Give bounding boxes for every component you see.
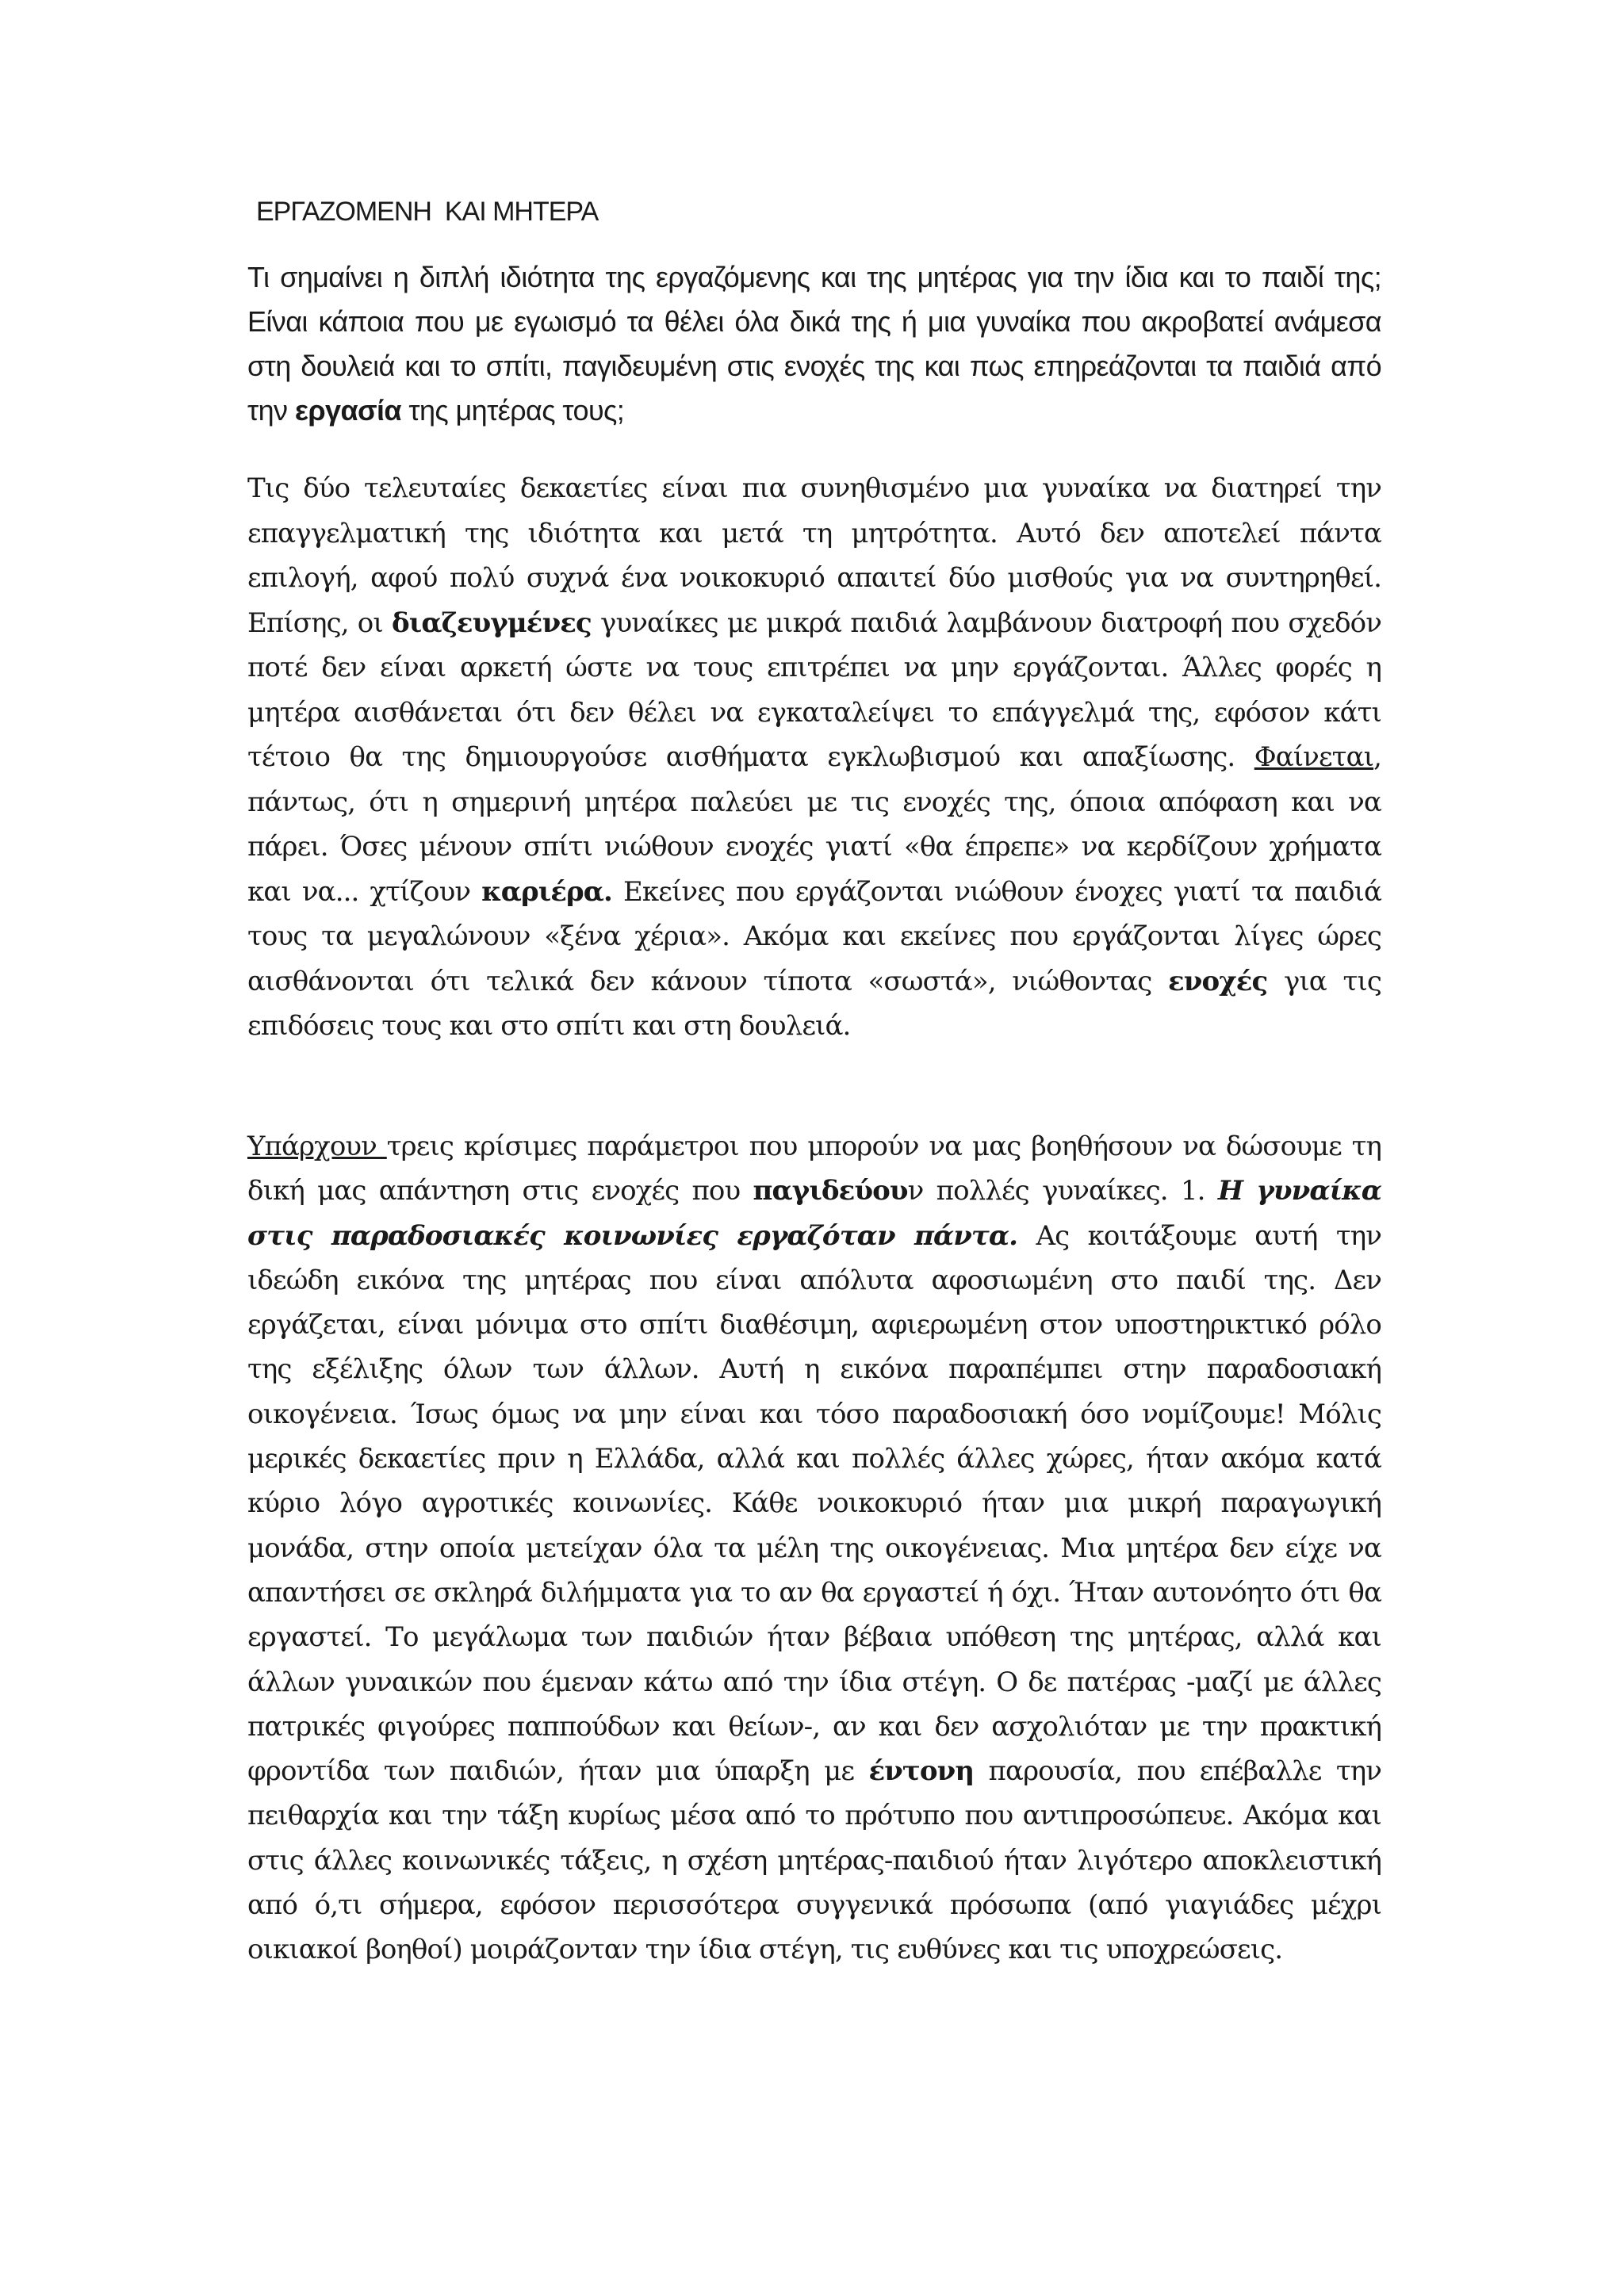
bold-term-ergasia: εργασία bbox=[294, 394, 401, 427]
bold-term-diazeugmenes: διαζευγμένες bbox=[391, 607, 592, 639]
bold-term-entoni: έντονη bbox=[868, 1755, 975, 1788]
text-run: Τις δύο τελευταίες δεκαετίες είναι πια συνηθισμένο μια γυναίκα να διατηρεί την επαγγελματική της ιδιότητα και μετά τη μητρότητα. Αυτό δεν αποτελεί πάντα επιλογή, αφού πολύ συχνά ένα νοικοκυριό απαιτεί δύο μισθούς για να συντηρηθεί. Επίσης, οι bbox=[247, 473, 1381, 639]
bold-italic-heading-point-1: Η γυναίκα στις παραδοσιακές κοινωνίες εργαζόταν πάντα. bbox=[247, 1175, 1381, 1252]
text-run: για τις επιδόσεις τους και στο σπίτι και στη δουλειά. bbox=[247, 965, 1381, 1042]
text-run: Τι σημαίνει η διπλή ιδιότητα της εργαζόμενης και της μητέρας για την ίδια και το παιδί της; Είναι κάποια που με εγωισμό τα θέλει όλα δικά της ή μια γυναίκα που ακροβατεί ανάμεσα στη δουλειά και το σπίτι, παγιδευμένη στις ενοχές της και πως επηρεάζονται τα παιδιά από την bbox=[247, 261, 1381, 427]
text-run: Ας κοιτάξουμε αυτή την ιδεώδη εικόνα της μητέρας που είναι απόλυτα αφοσιωμένη στο παιδί της. Δεν εργάζεται, είναι μόνιμα στο σπίτι διαθέσιμη, αφιερωμένη στον υποστηρικτικό ρόλο της εξέλιξης όλων των άλλων. Αυτή η εικόνα παραπέμπει στην παραδοσιακή οικογένεια. Ίσως όμως να μην είναι και τόσο παραδοσιακή όσο νομίζουμε! Μόλις μερικές δεκαετίες πριν η Ελλάδα, αλλά και πολλές άλλες χώρες, ήταν ακόμα κατά κύριο λόγο αγροτικές κοινωνίες. Κάθε νοικοκυριό ήταν μια μικρή παραγωγική μονάδα, στην οποία μετείχαν όλα τα μέλη της οικογένειας. Μια μητέρα δεν είχε να απαντήσει σε σκληρά διλήμματα για το αν θα εργαστεί ή όχι. Ήταν αυτονόητο ότι θα εργαστεί. Το μεγάλωμα των παιδιών ήταν βέβαια υπόθεση της μητέρας, αλλά και άλλων γυναικών που έμεναν κάτω από την ίδια στέγη. Ο δε πατέρας -μαζί με άλλες πατρικές φιγούρες παππούδων και θείων-, αν και δεν ασχολιόταν με την πρακτική φροντίδα των παιδιών, ήταν μια ύπαρξη με bbox=[247, 1219, 1381, 1788]
document-title: ΕΡΓΑΖΟΜΕΝΗ ΚΑΙ ΜΗΤΕΡΑ bbox=[256, 197, 599, 227]
text-run: της μητέρας τους; bbox=[400, 394, 625, 427]
paragraph-parameters bbox=[247, 1124, 1381, 1973]
text-run: Εκείνες που εργάζονται νιώθουν ένοχες γιατί τα παιδιά τους τα μεγαλώνουν «ξένα χέρια». Ακόμα και εκείνες που εργάζονται λίγες ώρες αισθάνονται ότι τελικά δεν κάνουν τίποτα «σωστά», νιώθοντας bbox=[247, 875, 1382, 997]
text-run: τρεις κρίσιμες παράμετροι που μπορούν να μας βοηθήσουν να δώσουμε τη δική μας απάντηση στις ενοχές που bbox=[247, 1131, 1382, 1207]
text-run: ν πολλές γυναίκες. 1. bbox=[907, 1175, 1218, 1207]
bold-term-kariera: καριέρα. bbox=[481, 875, 612, 908]
text-run: , πάντως, ότι η σημερινή μητέρα παλεύει με τις ενοχές της, όποια απόφαση και να πάρει. Όσες μένουν σπίτι νιώθουν ενοχές γιατί «θα έπρεπε» να κερδίζουν χρήματα και να... χτίζουν bbox=[247, 741, 1381, 908]
text-run: γυναίκες με μικρά παιδιά λαμβάνουν διατροφή που σχεδόν ποτέ δεν είναι αρκετή ώστε να τους επιτρέπει να μην εργάζονται. Άλλες φορές η μητέρα αισθάνεται ότι δεν θέλει να εγκαταλείψει το επάγγελμά της, εφόσον κάτι τέτοιο θα της δημιουργούσε αισθήματα εγκλωβισμού και απαξίωσης. bbox=[247, 607, 1381, 773]
paragraph-guilt bbox=[247, 466, 1381, 1049]
bold-term-pagideuoun: παγιδεύου bbox=[753, 1175, 908, 1207]
text-run: παρουσία, που επέβαλλε την πειθαρχία και την τάξη κυρίως μέσα από το πρότυπο που αντιπροσώπευε. Ακόμα και στις άλλες κοινωνικές τάξεις, η σχέση μητέρας-παιδιού ήταν λιγότερο αποκλειστική από ό,τι σήμερα, εφόσον περισσότερα συγγενικά πρόσωπα (από γιαγιάδες μέχρι οικιακοί βοηθοί) μοιράζονταν την ίδια στέγη, τις ευθύνες και τις υποχρεώσεις. bbox=[247, 1755, 1381, 1966]
underlined-term-yparxoun: Υπάρχουν bbox=[247, 1131, 387, 1162]
underlined-term-fainetai: Φαίνεται bbox=[1254, 741, 1374, 773]
bold-term-enoxes: ενοχές bbox=[1168, 965, 1268, 997]
paragraph-intro bbox=[247, 255, 1381, 433]
